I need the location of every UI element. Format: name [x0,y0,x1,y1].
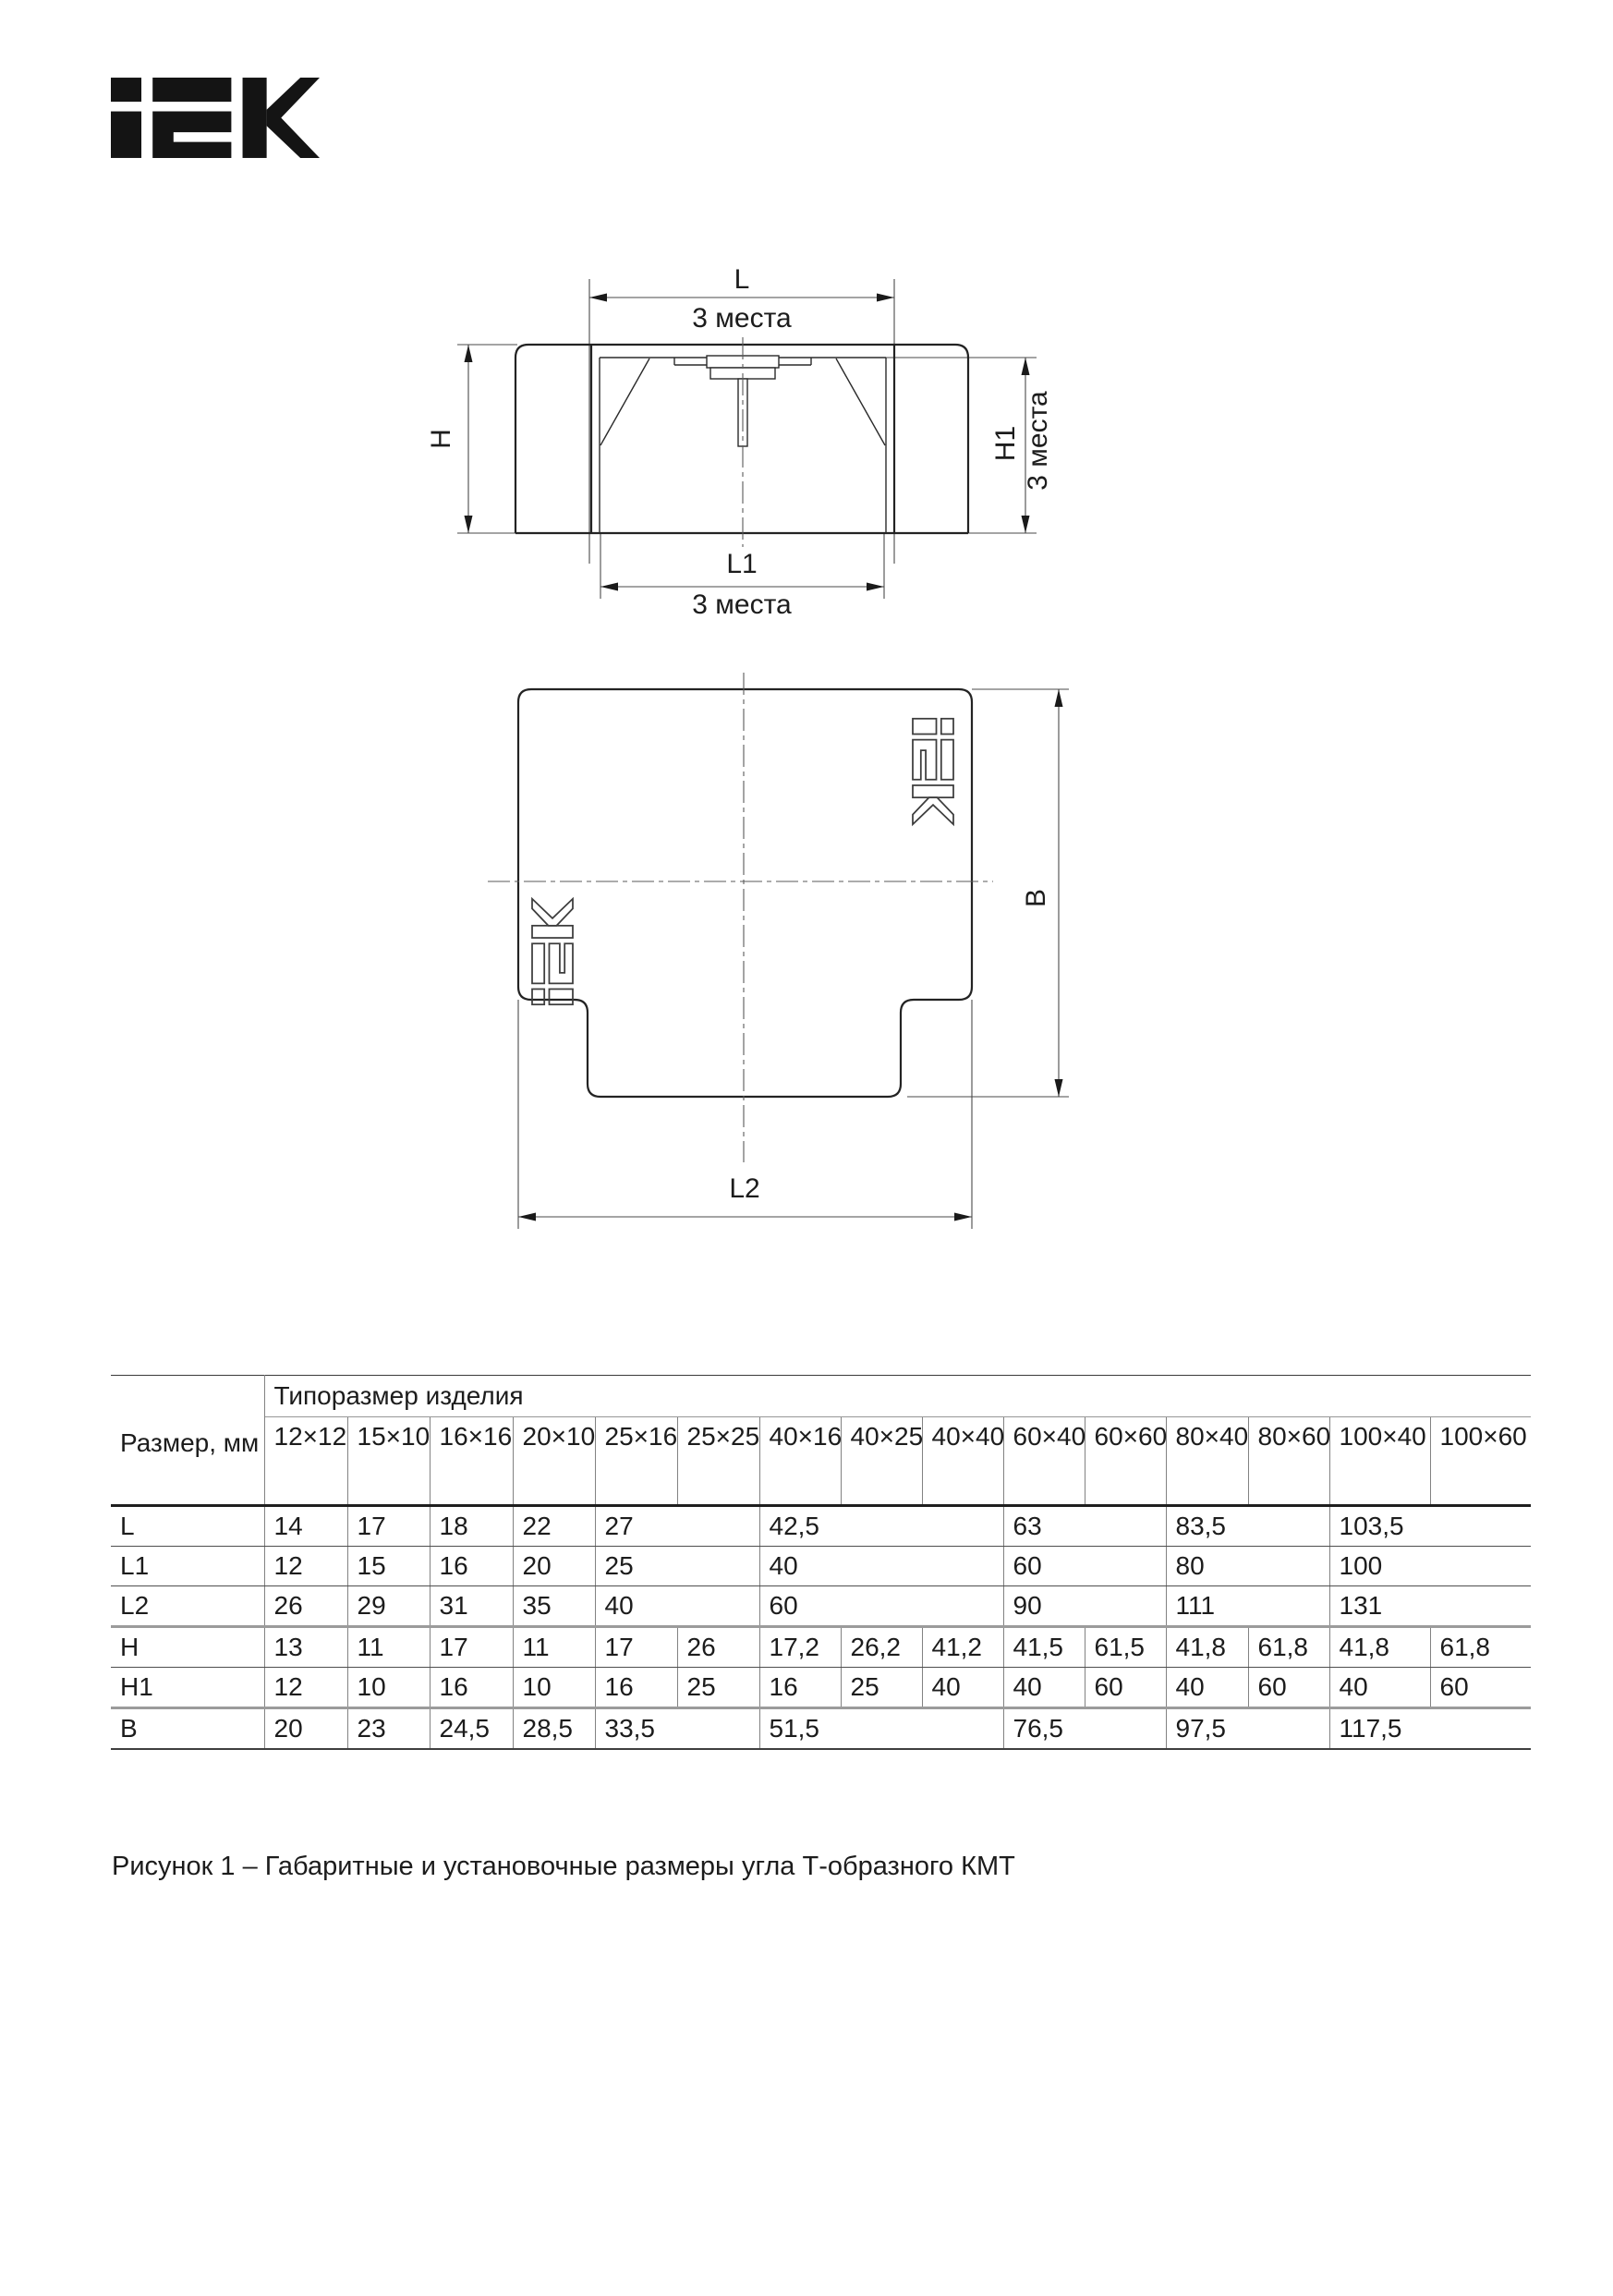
size-column-header: 40×25 [841,1417,922,1506]
value-cell: 26 [264,1586,347,1627]
value-cell: 90 [1003,1586,1166,1627]
row-label: L1 [111,1547,264,1586]
value-cell: 11 [347,1627,430,1668]
dim-label-h: H [426,429,456,449]
value-cell: 31 [430,1586,513,1627]
dim-note-l: 3 места [692,303,792,334]
size-column-header: 60×40 [1003,1417,1085,1506]
value-cell: 23 [347,1708,430,1750]
value-cell: 40 [922,1668,1003,1708]
value-cell: 61,5 [1085,1627,1166,1668]
value-cell: 61,8 [1430,1627,1531,1668]
size-column-header: 40×40 [922,1417,1003,1506]
size-column-header: 16×16 [430,1417,513,1506]
row-label: B [111,1708,264,1750]
row-label: H1 [111,1668,264,1708]
logo-i-dot [111,78,141,102]
value-cell: 117,5 [1329,1708,1531,1750]
value-cell: 41,2 [922,1627,1003,1668]
size-column-header: 80×60 [1248,1417,1329,1506]
t-body-outline [518,689,972,1097]
value-cell: 80 [1166,1547,1329,1586]
dim-label-b: B [1021,888,1051,908]
value-cell: 40 [595,1586,759,1627]
value-cell: 41,5 [1003,1627,1085,1668]
value-cell: 60 [1085,1668,1166,1708]
size-column-header: 25×16 [595,1417,677,1506]
value-cell: 17,2 [759,1627,841,1668]
value-cell: 60 [1248,1668,1329,1708]
dim-label-l2: L2 [729,1173,760,1204]
row-label: L2 [111,1586,264,1627]
dim-note-l1: 3 места [692,589,792,620]
value-cell: 63 [1003,1506,1166,1547]
iek-logo [111,78,320,158]
value-cell: 41,8 [1166,1627,1248,1668]
value-cell: 35 [513,1586,595,1627]
size-column-header: 60×60 [1085,1417,1166,1506]
value-cell: 61,8 [1248,1627,1329,1668]
value-cell: 41,8 [1329,1627,1430,1668]
value-cell: 60 [1003,1547,1166,1586]
row-label: H [111,1627,264,1668]
value-cell: 51,5 [759,1708,1003,1750]
value-cell: 76,5 [1003,1708,1166,1750]
size-column-header: 15×10 [347,1417,430,1506]
value-cell: 40 [759,1547,1003,1586]
dim-note-h1: 3 места [1023,391,1053,491]
size-column-header: 25×25 [677,1417,759,1506]
value-cell: 17 [595,1627,677,1668]
value-cell: 15 [347,1547,430,1586]
figure-caption: Рисунок 1 – Габаритные и установочные размеры угла Т-образного КМТ [112,1852,1015,1881]
value-cell: 83,5 [1166,1506,1329,1547]
value-cell: 14 [264,1506,347,1547]
value-cell: 25 [595,1547,759,1586]
value-cell: 16 [430,1668,513,1708]
logo-e-bottom [152,112,231,158]
dim-label-l1: L1 [726,549,758,579]
table-group-header: Типоразмер изделия [264,1376,1531,1417]
size-column-header: 20×10 [513,1417,595,1506]
value-cell: 20 [264,1708,347,1750]
embossed-iek-logo-top-right [913,719,953,824]
value-cell: 25 [677,1668,759,1708]
value-cell: 20 [513,1547,595,1586]
value-cell: 11 [513,1627,595,1668]
value-cell: 131 [1329,1586,1531,1627]
value-cell: 12 [264,1547,347,1586]
top-view-drawing [397,665,1081,1238]
embossed-iek-logo-bottom-left [532,899,573,1004]
size-column-header: 40×16 [759,1417,841,1506]
value-cell: 24,5 [430,1708,513,1750]
size-column-header: 100×40 [1329,1417,1430,1506]
value-cell: 16 [430,1547,513,1586]
value-cell: 17 [347,1506,430,1547]
value-cell: 22 [513,1506,595,1547]
value-cell: 16 [595,1668,677,1708]
value-cell: 18 [430,1506,513,1547]
value-cell: 10 [347,1668,430,1708]
value-cell: 29 [347,1586,430,1627]
row-label: L [111,1506,264,1547]
front-view-drawing [397,259,1081,628]
value-cell: 97,5 [1166,1708,1329,1750]
value-cell: 40 [1166,1668,1248,1708]
value-cell: 17 [430,1627,513,1668]
logo-e-top [152,78,231,102]
value-cell: 12 [264,1668,347,1708]
logo-k-bar [243,78,267,158]
channel-diagonal-left [600,358,649,445]
value-cell: 25 [841,1668,922,1708]
logo-i-body [111,112,141,158]
dim-label-l: L [734,264,750,295]
logo-k-arms [267,78,320,158]
value-cell: 27 [595,1506,759,1547]
value-cell: 60 [759,1586,1003,1627]
value-cell: 13 [264,1627,347,1668]
dimensions-table [111,1375,1531,1750]
size-column-header: 80×40 [1166,1417,1248,1506]
table-corner-header: Размер, мм [111,1376,264,1506]
size-column-header: 12×12 [264,1417,347,1506]
channel-diagonal-right [836,358,885,445]
value-cell: 40 [1329,1668,1430,1708]
value-cell: 28,5 [513,1708,595,1750]
value-cell: 26 [677,1627,759,1668]
value-cell: 100 [1329,1547,1531,1586]
value-cell: 111 [1166,1586,1329,1627]
value-cell: 60 [1430,1668,1531,1708]
value-cell: 42,5 [759,1506,1003,1547]
value-cell: 16 [759,1668,841,1708]
value-cell: 103,5 [1329,1506,1531,1547]
value-cell: 26,2 [841,1627,922,1668]
value-cell: 33,5 [595,1708,759,1750]
value-cell: 40 [1003,1668,1085,1708]
size-column-header: 100×60 [1430,1417,1531,1506]
value-cell: 10 [513,1668,595,1708]
dim-label-h1: H1 [990,425,1021,462]
